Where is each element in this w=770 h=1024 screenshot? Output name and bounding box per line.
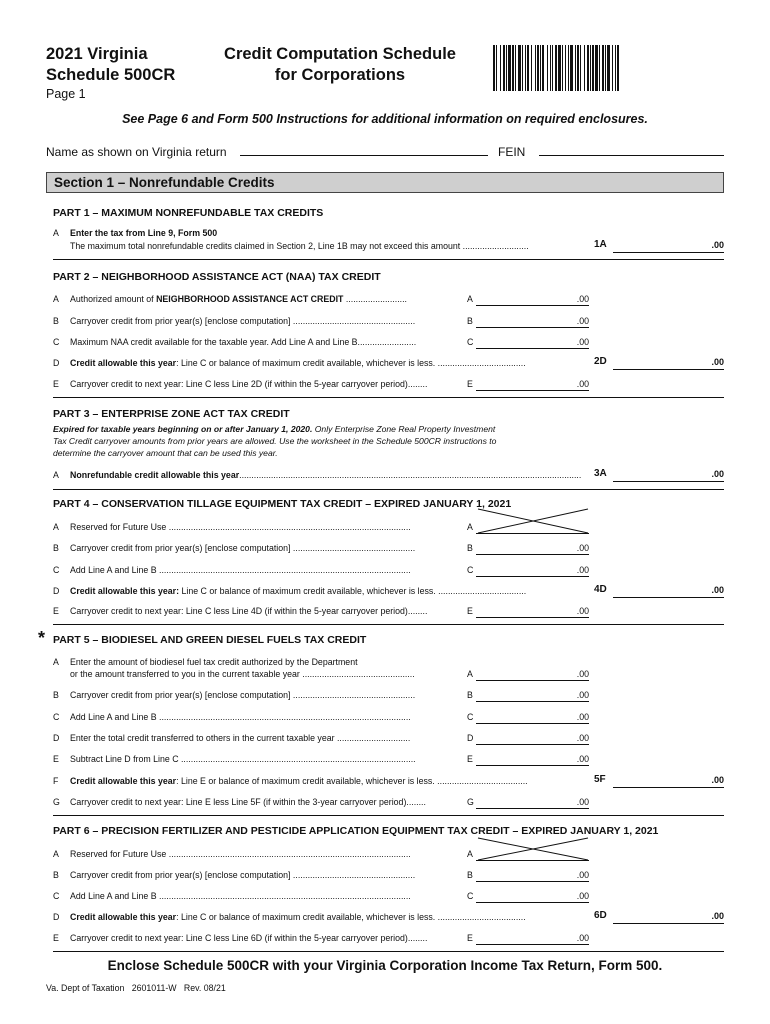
part5-line-e [53,753,724,766]
part5-line-b [53,689,724,702]
barcode [493,45,724,91]
line-ref: C [467,891,474,901]
amount-field-2d[interactable] [613,369,724,370]
line-letter: A [53,849,59,859]
line-letter: C [53,712,60,722]
divider [53,815,724,816]
divider [53,259,724,260]
part4-line-4d [53,585,724,598]
line-text: Credit allowable this year: Line C or balance of maximum credit available, whichever is less. .................................... [70,586,527,596]
line-text: Add Line A and Line B ....................................................................................................... [70,891,411,901]
cents: .00 [711,775,724,785]
line-ref: G [467,797,474,807]
name-label: Name as shown on Virginia return [46,145,227,159]
line-text: Authorized amount of NEIGHBORHOOD ASSISTANCE ACT CREDIT ......................... [70,294,407,304]
line-letter: D [53,358,60,368]
taxpayer-name-row [46,144,488,159]
line-ref: A [467,522,473,532]
line-text: Credit allowable this year: Line C or balance of maximum credit available, whichever is less. .................................... [70,912,526,922]
line-text: Enter the amount of biodiesel fuel tax credit authorized by the Department [70,657,358,667]
line-text: Nonrefundable credit allowable this year............................................................................................................................................ [70,470,582,480]
cents: .00 [576,690,589,700]
part5-line-d [53,732,724,745]
part6-title: PART 6 – PRECISION FERTILIZER AND PESTICIDE APPLICATION EQUIPMENT TAX CREDIT – EXPIRED JANUARY 1, 2021 [53,825,659,837]
part4-line-a [53,521,724,534]
amount-field-3a[interactable] [613,481,724,482]
line-text: Enter the tax from Line 9, Form 500 [70,228,218,238]
crossed-out-mark [476,836,590,862]
line-ref: 4D [594,584,607,595]
divider [53,489,724,490]
line-ref: A [467,669,473,679]
part2-title: PART 2 – NEIGHBORHOOD ASSISTANCE ACT (NAA) TAX CREDIT [53,271,381,283]
line-text: Carryover credit from prior year(s) [enclose computation] .................................................. [70,690,416,700]
line-ref: E [467,379,473,389]
line-letter: B [53,870,59,880]
amount-field-6d[interactable] [613,923,724,924]
form-title-line2: for Corporations [274,66,406,84]
part2-line-a [53,293,724,306]
form-id-block [46,44,175,86]
line-ref: E [467,754,473,764]
line-letter: E [53,606,59,616]
line-ref: A [467,294,473,304]
line-text: The maximum total nonrefundable credits claimed in Section 2, Line 1B may not exceed this amount ........................... [70,241,529,251]
fein-field[interactable] [539,144,724,156]
line-text: Carryover credit to next year: Line E less Line 5F (if within the 3-year carryover period)........ [70,797,426,807]
cents: .00 [576,712,589,722]
cents: .00 [576,606,589,616]
line-text: or the amount transferred to you in the current taxable year .............................................. [70,669,415,679]
cents: .00 [711,911,724,921]
line-ref: C [467,712,474,722]
line-letter: D [53,733,60,743]
schedule-name: Schedule 500CR [46,66,176,84]
line-letter: A [53,522,59,532]
amount-field-4d[interactable] [613,597,724,598]
line-letter: G [53,797,60,807]
fein-row [498,144,724,159]
line-ref: E [467,606,473,616]
line-text: Carryover credit from prior year(s) [enclose computation] .................................................. [70,543,416,553]
part2-line-b [53,315,724,328]
part5-title: PART 5 – BIODIESEL AND GREEN DIESEL FUELS TAX CREDIT [53,634,367,646]
line-ref: B [467,870,473,880]
line-text: Carryover credit to next year: Line C less Line 6D (if within the 5-year carryover period)........ [70,933,428,943]
part3-line-3a [53,469,724,482]
line-ref: B [467,690,473,700]
fein-label: FEIN [498,145,526,159]
line-letter: C [53,891,60,901]
form-year: 2021 Virginia [46,45,148,63]
line-text: Reserved for Future Use ................................................................................................... [70,522,411,532]
part5-line-a [53,668,724,681]
line-text: Carryover credit to next year: Line C less Line 4D (if within the 5-year carryover period)........ [70,606,428,616]
line-text: Credit allowable this year: Line C or balance of maximum credit available, whichever is less. .................................... [70,358,526,368]
line-text: Credit allowable this year: Line E or balance of maximum credit available, whichever is less. ..................................... [70,776,528,786]
line-letter: F [53,776,59,786]
section-1-header: Section 1 – Nonrefundable Credits [46,172,724,193]
part4-line-e [53,605,724,618]
part5-line-c [53,711,724,724]
cents: .00 [711,469,724,479]
line-letter: B [53,690,59,700]
line-ref: B [467,543,473,553]
part1-line-1a [53,240,724,253]
cents: .00 [711,585,724,595]
line-ref: 3A [594,468,607,479]
line-ref: 5F [594,774,606,785]
line-letter: A [53,657,59,667]
line-letter: A [53,470,59,480]
instructions-note: See Page 6 and Form 500 Instructions for additional information on required enclosures. [122,112,648,126]
amount-field-1a[interactable] [613,252,724,253]
cents: .00 [576,933,589,943]
line-letter: B [53,543,59,553]
part6-line-c [53,890,724,903]
line-ref: C [467,565,474,575]
part1-title: PART 1 – MAXIMUM NONREFUNDABLE TAX CREDITS [53,207,324,219]
part2-line-c [53,336,724,349]
line-text: Carryover credit from prior year(s) [enclose computation] .................................................. [70,870,416,880]
part4-title: PART 4 – CONSERVATION TILLAGE EQUIPMENT TAX CREDIT – EXPIRED JANUARY 1, 2021 [53,498,512,510]
divider [53,397,724,398]
form-title-line1: Credit Computation Schedule [224,45,456,63]
cents: .00 [576,891,589,901]
cents: .00 [711,357,724,367]
asterisk-marker: * [38,628,46,648]
line-text: Subtract Line D from Line C ................................................................................................ [70,754,416,764]
part2-line-e [53,378,724,391]
part5-line-5f [53,775,724,788]
line-ref: E [467,933,473,943]
line-text: Maximum NAA credit available for the taxable year. Add Line A and Line B........................ [70,337,417,347]
line-text: Add Line A and Line B ....................................................................................................... [70,712,411,722]
cents: .00 [576,870,589,880]
line-letter: E [53,754,59,764]
page-number: Page 1 [46,87,86,101]
line-ref: C [467,337,474,347]
amount-field-5f[interactable] [613,787,724,788]
part6-line-a [53,848,724,861]
line-ref: 6D [594,910,607,921]
cents: .00 [576,733,589,743]
divider [53,951,724,952]
cents: .00 [576,565,589,575]
part6-line-b [53,869,724,882]
line-ref: D [467,733,474,743]
part4-line-b [53,542,724,555]
crossed-out-mark [476,507,590,535]
cents: .00 [576,543,589,553]
part6-line-6d [53,911,724,924]
line-text: Reserved for Future Use ................................................................................................... [70,849,411,859]
line-ref: 2D [594,356,607,367]
line-letter: A [53,294,59,304]
enclosure-instruction: Enclose Schedule 500CR with your Virginia Corporation Income Tax Return, Form 500. [107,958,663,973]
line-text: Carryover credit from prior year(s) [enclose computation] .................................................. [70,316,416,326]
line-ref: B [467,316,473,326]
line-letter: E [53,933,59,943]
line-text: Enter the total credit transferred to others in the current taxable year .............................. [70,733,411,743]
cents: .00 [576,797,589,807]
part4-line-c [53,564,724,577]
part2-line-2d [53,357,724,370]
form-footer-id: Va. Dept of Taxation 2601011-W Rev. 08/21 [46,983,226,993]
cents: .00 [576,316,589,326]
cents: .00 [711,240,724,250]
divider [53,624,724,625]
line-letter: D [53,912,60,922]
cents: .00 [576,754,589,764]
form-title [205,44,475,86]
line-letter: C [53,565,60,575]
line-letter: C [53,337,60,347]
part3-note: Expired for taxable years beginning on or after January 1, 2020. Only Enterprise Zone Real Property Investment Tax Credit carryover amounts from prior years are allowed. Use the worksheet in the Schedule 500CR instructions to determine the carryover amount that can be used this year. [53,424,497,458]
line-letter: B [53,316,59,326]
part3-title: PART 3 – ENTERPRISE ZONE ACT TAX CREDIT [53,408,290,420]
cents: .00 [576,379,589,389]
cents: .00 [576,669,589,679]
cents: .00 [576,294,589,304]
part6-line-e [53,932,724,945]
line-letter: E [53,379,59,389]
name-field[interactable] [240,144,488,156]
line-ref: 1A [594,239,607,250]
line-ref: A [467,849,473,859]
part5-line-g [53,796,724,809]
line-letter: A [53,228,59,238]
line-text: Add Line A and Line B ....................................................................................................... [70,565,411,575]
cents: .00 [576,337,589,347]
line-text: Carryover credit to next year: Line C less Line 2D (if within the 5-year carryover period)........ [70,379,428,389]
line-letter: D [53,586,60,596]
